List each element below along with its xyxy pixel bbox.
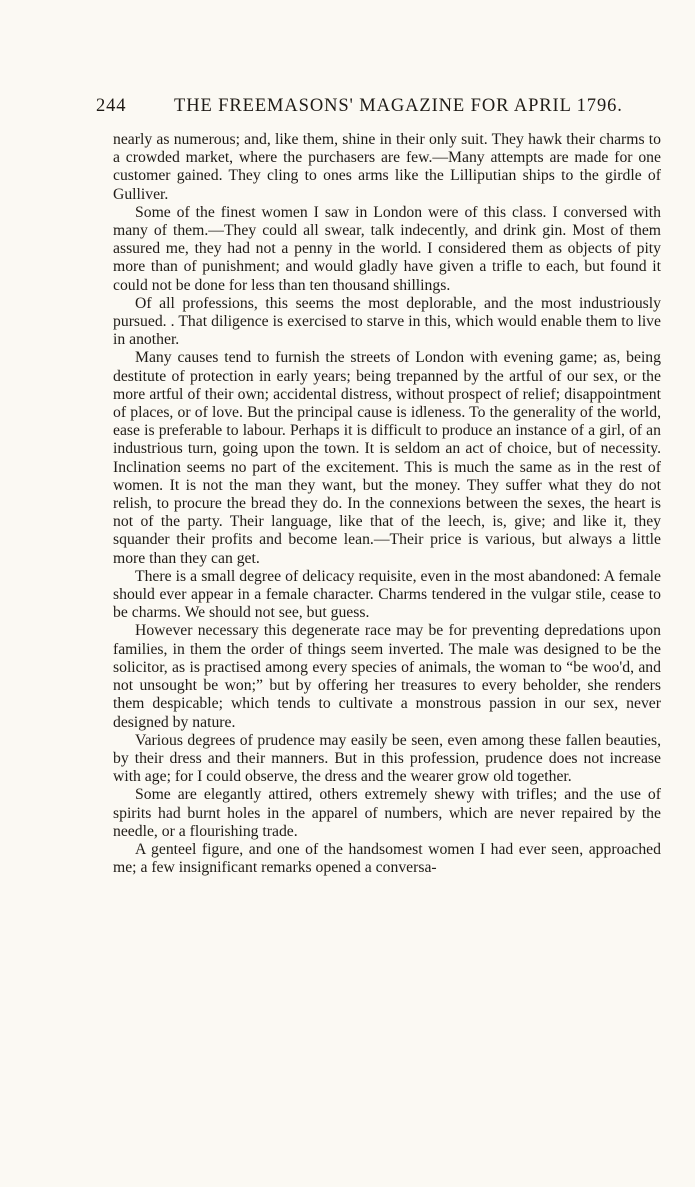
paragraph-8: Some are elegantly attired, others extremely shewy with trifles; and the use of spirits had burnt holes in the apparel of numbers, which are never repaired by the needle, or a flourishing trade. (113, 786, 661, 840)
paragraph-9: A genteel figure, and one of the handsomest women I had ever seen, approached me; a few insignificant remarks opened a conversa- (113, 840, 661, 877)
body-text (113, 131, 661, 877)
running-title: THE FREEMASONS' MAGAZINE FOR APRIL 1796. (174, 96, 623, 116)
paragraph-3: Of all professions, this seems the most deplorable, and the most industriously pursued. . That diligence is exercised to starve in this, which would enable them to live in another. (113, 294, 661, 349)
page-number: 244 (96, 96, 127, 116)
paragraph-1: nearly as numerous; and, like them, shine in their only suit. They hawk their charms to a crowded market, where the purchasers are few.—Many attempts are made for one customer gained. They cling to ones arms like the Lilliputian ships to the girdle of Gulliver. (113, 131, 661, 203)
paragraph-6: However necessary this degenerate race may be for preventing depredations upon families, in them the order of things seem inverted. The male was designed to be the solicitor, as is practised among every species of animals, the woman to “be woo'd, and not unsought be won;” but by offering her treasures to every beholder, she renders them despicable; which tends to cultivate a monstrous passion in our sex, never designed by nature. (113, 622, 661, 731)
running-header (96, 96, 623, 126)
paragraph-2: Some of the finest women I saw in London were of this class. I conversed with many of them.—They could all swear, talk indecently, and drink gin. Most of them assured me, they had not a penny in the world. I considered them as objects of pity more than of punishment; and would gladly have given a trifle to each, but found it could not be done for less than ten thousand shillings. (113, 203, 661, 294)
paragraph-4: Many causes tend to furnish the streets of London with evening game; as, being destitute of protection in early years; being trepanned by the artful of our sex, or the more artful of their own; accidental distress, without prospect of relief; disappointment of places, or of love. But the principal cause is idleness. To the generality of the world, ease is preferable to labour. Perhaps it is difficult to produce an instance of a girl, of an industrious turn, going upon the town. It is seldom an act of choice, but of necessity. Inclination seems no part of the excitement. This is much the same as in the rest of women. It is not the man they want, but the money. They suffer what they do not relish, to procure the bread they do. In the connexions between the sexes, the heart is not of the party. Their language, like that of the leech, is, give; and like it, they squander their profits and become lean.—Their price is various, but always a little more than they can get. (113, 349, 661, 567)
paragraph-7: Various degrees of prudence may easily be seen, even among these fallen beauties, by their dress and their manners. But in this profession, prudence does not increase with age; for I could observe, the dress and the wearer grow old together. (113, 731, 661, 786)
paragraph-5: There is a small degree of delicacy requisite, even in the most abandoned: A female should ever appear in a female character. Charms tendered in the vulgar stile, cease to be charms. We should not see, but guess. (113, 567, 661, 622)
